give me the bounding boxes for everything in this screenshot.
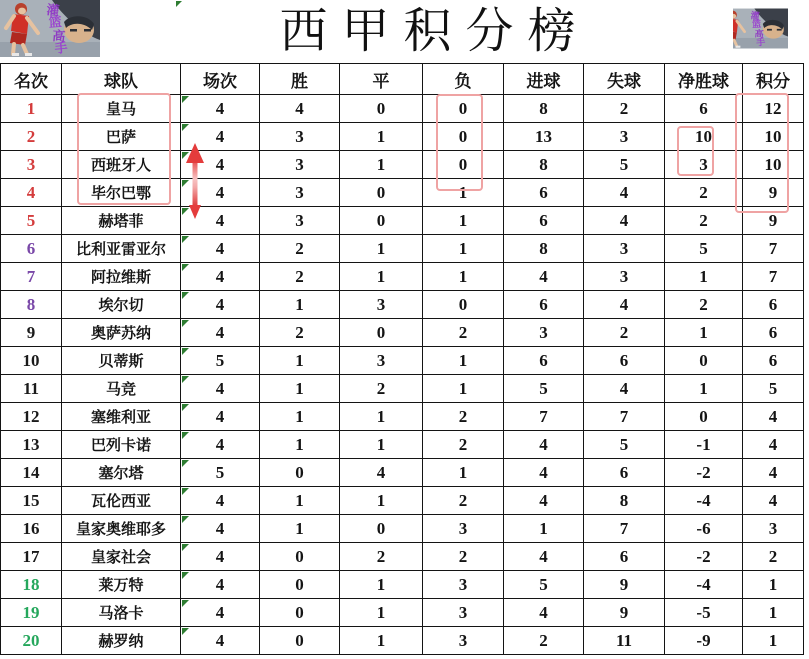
table-row: [1, 571, 804, 599]
cell-ga: 4: [584, 291, 665, 319]
cell-draw: 3: [340, 347, 423, 375]
cell-ga: 7: [584, 515, 665, 543]
cell-win: 0: [260, 543, 340, 571]
column-header-win: 胜: [260, 64, 340, 95]
cell-rank: 9: [1, 319, 62, 347]
cell-loss: 3: [423, 515, 504, 543]
table-row: [1, 627, 804, 655]
cell-loss: 2: [423, 543, 504, 571]
table-row: [1, 179, 804, 207]
cell-rank: 5: [1, 207, 62, 235]
cell-win: 4: [260, 95, 340, 123]
cell-gd: -6: [665, 515, 743, 543]
table-row: [1, 207, 804, 235]
cell-win: 0: [260, 459, 340, 487]
cell-loss: 2: [423, 319, 504, 347]
cell-draw: 1: [340, 627, 423, 655]
cell-loss: 3: [423, 627, 504, 655]
column-header-points: 积分: [743, 64, 804, 95]
cell-loss: 2: [423, 487, 504, 515]
cell-rank: 15: [1, 487, 62, 515]
cell-team: 马竞: [62, 375, 181, 403]
cell-played: 4: [181, 599, 260, 627]
cell-ga: 3: [584, 123, 665, 151]
cell-gf: 6: [504, 347, 584, 375]
cell-win: 2: [260, 235, 340, 263]
cell-team: 比利亚雷亚尔: [62, 235, 181, 263]
cell-gf: 13: [504, 123, 584, 151]
cell-points: 6: [743, 291, 804, 319]
cell-loss: 2: [423, 431, 504, 459]
table-row: [1, 291, 804, 319]
table-row: [1, 543, 804, 571]
cell-played: 4: [181, 571, 260, 599]
cell-gd: -5: [665, 599, 743, 627]
cell-ga: 6: [584, 459, 665, 487]
cell-loss: 1: [423, 179, 504, 207]
cell-gf: 7: [504, 403, 584, 431]
cell-played: 4: [181, 95, 260, 123]
cell-draw: 1: [340, 263, 423, 291]
cell-rank: 7: [1, 263, 62, 291]
cell-win: 1: [260, 431, 340, 459]
cell-points: 4: [743, 431, 804, 459]
cell-gf: 4: [504, 599, 584, 627]
cell-points: 10: [743, 123, 804, 151]
cell-points: 6: [743, 319, 804, 347]
cell-gf: 4: [504, 263, 584, 291]
cell-win: 0: [260, 571, 340, 599]
cell-draw: 1: [340, 123, 423, 151]
cell-win: 3: [260, 207, 340, 235]
cell-gf: 4: [504, 543, 584, 571]
cell-loss: 0: [423, 95, 504, 123]
cell-team: 巴萨: [62, 123, 181, 151]
cell-team: 贝蒂斯: [62, 347, 181, 375]
cell-draw: 0: [340, 179, 423, 207]
cell-points: 9: [743, 207, 804, 235]
cell-rank: 8: [1, 291, 62, 319]
cell-points: 2: [743, 543, 804, 571]
cell-draw: 0: [340, 95, 423, 123]
cell-ga: 4: [584, 207, 665, 235]
cell-rank: 6: [1, 235, 62, 263]
cell-draw: 0: [340, 207, 423, 235]
cell-win: 2: [260, 319, 340, 347]
cell-draw: 2: [340, 375, 423, 403]
cell-played: 5: [181, 459, 260, 487]
cell-gd: 0: [665, 347, 743, 375]
table-row: [1, 431, 804, 459]
cell-gf: 6: [504, 291, 584, 319]
cell-draw: 1: [340, 235, 423, 263]
cell-ga: 4: [584, 375, 665, 403]
cell-win: 0: [260, 627, 340, 655]
cell-points: 7: [743, 263, 804, 291]
cell-gd: 1: [665, 319, 743, 347]
cell-played: 4: [181, 123, 260, 151]
cell-ga: 6: [584, 347, 665, 375]
cell-played: 4: [181, 543, 260, 571]
cell-ga: 2: [584, 95, 665, 123]
cell-gd: 0: [665, 403, 743, 431]
cell-team: 马洛卡: [62, 599, 181, 627]
cell-points: 10: [743, 151, 804, 179]
cell-played: 4: [181, 515, 260, 543]
page-title: 西甲积分榜: [279, 5, 590, 58]
table-row: [1, 375, 804, 403]
cell-rank: 18: [1, 571, 62, 599]
cell-gd: -2: [665, 459, 743, 487]
column-header-gd: 净胜球: [665, 64, 743, 95]
cell-played: 4: [181, 627, 260, 655]
table-row: [1, 403, 804, 431]
cell-played: 5: [181, 347, 260, 375]
cell-rank: 4: [1, 179, 62, 207]
column-header-loss: 负: [423, 64, 504, 95]
cell-loss: 0: [423, 151, 504, 179]
cell-rank: 12: [1, 403, 62, 431]
cell-loss: 0: [423, 291, 504, 319]
table-row: [1, 599, 804, 627]
column-header-draw: 平: [340, 64, 423, 95]
cell-points: 5: [743, 375, 804, 403]
cell-rank: 3: [1, 151, 62, 179]
cell-team: 毕尔巴鄂: [62, 179, 181, 207]
cell-loss: 1: [423, 235, 504, 263]
cell-gd: 2: [665, 207, 743, 235]
cell-team: 莱万特: [62, 571, 181, 599]
cell-points: 6: [743, 347, 804, 375]
cell-draw: 1: [340, 151, 423, 179]
cell-win: 1: [260, 515, 340, 543]
cell-draw: 2: [340, 543, 423, 571]
cell-gf: 8: [504, 151, 584, 179]
cell-loss: 1: [423, 347, 504, 375]
cell-win: 3: [260, 179, 340, 207]
cell-gd: -4: [665, 487, 743, 515]
cell-played: 4: [181, 263, 260, 291]
cell-team: 皇马: [62, 95, 181, 123]
cell-played: 4: [181, 291, 260, 319]
cell-points: 12: [743, 95, 804, 123]
cell-played: 4: [181, 403, 260, 431]
cell-gf: 1: [504, 515, 584, 543]
cell-points: 7: [743, 235, 804, 263]
cell-loss: 2: [423, 403, 504, 431]
cell-rank: 17: [1, 543, 62, 571]
title-band: [0, 0, 809, 63]
cell-team: 阿拉维斯: [62, 263, 181, 291]
cell-ga: 3: [584, 263, 665, 291]
cell-team: 西班牙人: [62, 151, 181, 179]
column-header-ga: 失球: [584, 64, 665, 95]
cell-played: 4: [181, 487, 260, 515]
header-row: [1, 64, 804, 95]
cell-played: 4: [181, 431, 260, 459]
cell-gd: 3: [665, 151, 743, 179]
cell-played: 4: [181, 375, 260, 403]
cell-team: 瓦伦西亚: [62, 487, 181, 515]
cell-ga: 2: [584, 319, 665, 347]
cell-ga: 7: [584, 403, 665, 431]
table-row: [1, 235, 804, 263]
cell-loss: 3: [423, 599, 504, 627]
cell-loss: 1: [423, 375, 504, 403]
cell-gf: 8: [504, 235, 584, 263]
cell-gd: -9: [665, 627, 743, 655]
cell-gf: 3: [504, 319, 584, 347]
cell-draw: 4: [340, 459, 423, 487]
cell-draw: 1: [340, 487, 423, 515]
cell-loss: 3: [423, 571, 504, 599]
cell-draw: 1: [340, 571, 423, 599]
table-row: [1, 123, 804, 151]
cell-gd: -1: [665, 431, 743, 459]
cell-gf: 4: [504, 487, 584, 515]
cell-gd: 6: [665, 95, 743, 123]
cell-gd: -4: [665, 571, 743, 599]
cell-ga: 9: [584, 571, 665, 599]
cell-team: 奥萨苏纳: [62, 319, 181, 347]
cell-draw: 1: [340, 403, 423, 431]
cell-draw: 0: [340, 515, 423, 543]
cell-played: 4: [181, 235, 260, 263]
cell-ga: 3: [584, 235, 665, 263]
cell-win: 1: [260, 487, 340, 515]
cell-points: 1: [743, 599, 804, 627]
table-row: [1, 515, 804, 543]
cell-gd: 2: [665, 179, 743, 207]
cell-draw: 1: [340, 599, 423, 627]
table-row: [1, 319, 804, 347]
cell-team: 赫罗纳: [62, 627, 181, 655]
cell-loss: 1: [423, 459, 504, 487]
column-header-team: 球队: [62, 64, 181, 95]
cell-rank: 2: [1, 123, 62, 151]
cell-gf: 4: [504, 459, 584, 487]
cell-win: 3: [260, 123, 340, 151]
cell-gd: 1: [665, 263, 743, 291]
cell-gf: 8: [504, 95, 584, 123]
cell-team: 皇家奥维耶多: [62, 515, 181, 543]
standings-table: [0, 63, 804, 655]
cell-rank: 13: [1, 431, 62, 459]
cell-win: 1: [260, 347, 340, 375]
cell-rank: 16: [1, 515, 62, 543]
cell-ga: 6: [584, 543, 665, 571]
cell-rank: 1: [1, 95, 62, 123]
cell-gf: 6: [504, 207, 584, 235]
table-row: [1, 459, 804, 487]
cell-rank: 10: [1, 347, 62, 375]
cell-gd: 2: [665, 291, 743, 319]
cell-ga: 9: [584, 599, 665, 627]
cell-draw: 0: [340, 319, 423, 347]
table-row: [1, 347, 804, 375]
cell-team: 皇家社会: [62, 543, 181, 571]
table-row: [1, 487, 804, 515]
cell-gd: 5: [665, 235, 743, 263]
cell-ga: 8: [584, 487, 665, 515]
cell-ga: 4: [584, 179, 665, 207]
cell-played: 4: [181, 151, 260, 179]
column-header-played: 场次: [181, 64, 260, 95]
cell-draw: 3: [340, 291, 423, 319]
cell-gf: 4: [504, 431, 584, 459]
cell-ga: 5: [584, 431, 665, 459]
cell-rank: 20: [1, 627, 62, 655]
cell-points: 1: [743, 571, 804, 599]
table-row: [1, 151, 804, 179]
cell-win: 1: [260, 291, 340, 319]
cell-win: 1: [260, 375, 340, 403]
cell-gf: 6: [504, 179, 584, 207]
cell-team: 塞尔塔: [62, 459, 181, 487]
cell-win: 0: [260, 599, 340, 627]
cell-played: 4: [181, 319, 260, 347]
cell-draw: 1: [340, 431, 423, 459]
cell-points: 1: [743, 627, 804, 655]
cell-win: 2: [260, 263, 340, 291]
cell-team: 塞维利亚: [62, 403, 181, 431]
cell-win: 1: [260, 403, 340, 431]
cell-win: 3: [260, 151, 340, 179]
cell-loss: 1: [423, 207, 504, 235]
column-header-rank: 名次: [1, 64, 62, 95]
cell-rank: 14: [1, 459, 62, 487]
cell-points: 3: [743, 515, 804, 543]
cell-ga: 5: [584, 151, 665, 179]
cell-team: 埃尔切: [62, 291, 181, 319]
cell-played: 4: [181, 179, 260, 207]
cell-ga: 11: [584, 627, 665, 655]
slam-dunk-image-right: [733, 0, 803, 57]
cell-points: 4: [743, 459, 804, 487]
cell-loss: 1: [423, 263, 504, 291]
table-row: [1, 263, 804, 291]
cell-team: 巴列卡诺: [62, 431, 181, 459]
table-row: [1, 95, 804, 123]
cell-gf: 5: [504, 571, 584, 599]
cell-rank: 19: [1, 599, 62, 627]
cell-points: 9: [743, 179, 804, 207]
cell-rank: 11: [1, 375, 62, 403]
cell-gf: 2: [504, 627, 584, 655]
column-header-gf: 进球: [504, 64, 584, 95]
cell-team: 赫塔菲: [62, 207, 181, 235]
cell-gf: 5: [504, 375, 584, 403]
cell-gd: 10: [665, 123, 743, 151]
cell-points: 4: [743, 403, 804, 431]
cell-points: 4: [743, 487, 804, 515]
cell-played: 4: [181, 207, 260, 235]
cell-gd: 1: [665, 375, 743, 403]
cell-gd: -2: [665, 543, 743, 571]
cell-loss: 0: [423, 123, 504, 151]
